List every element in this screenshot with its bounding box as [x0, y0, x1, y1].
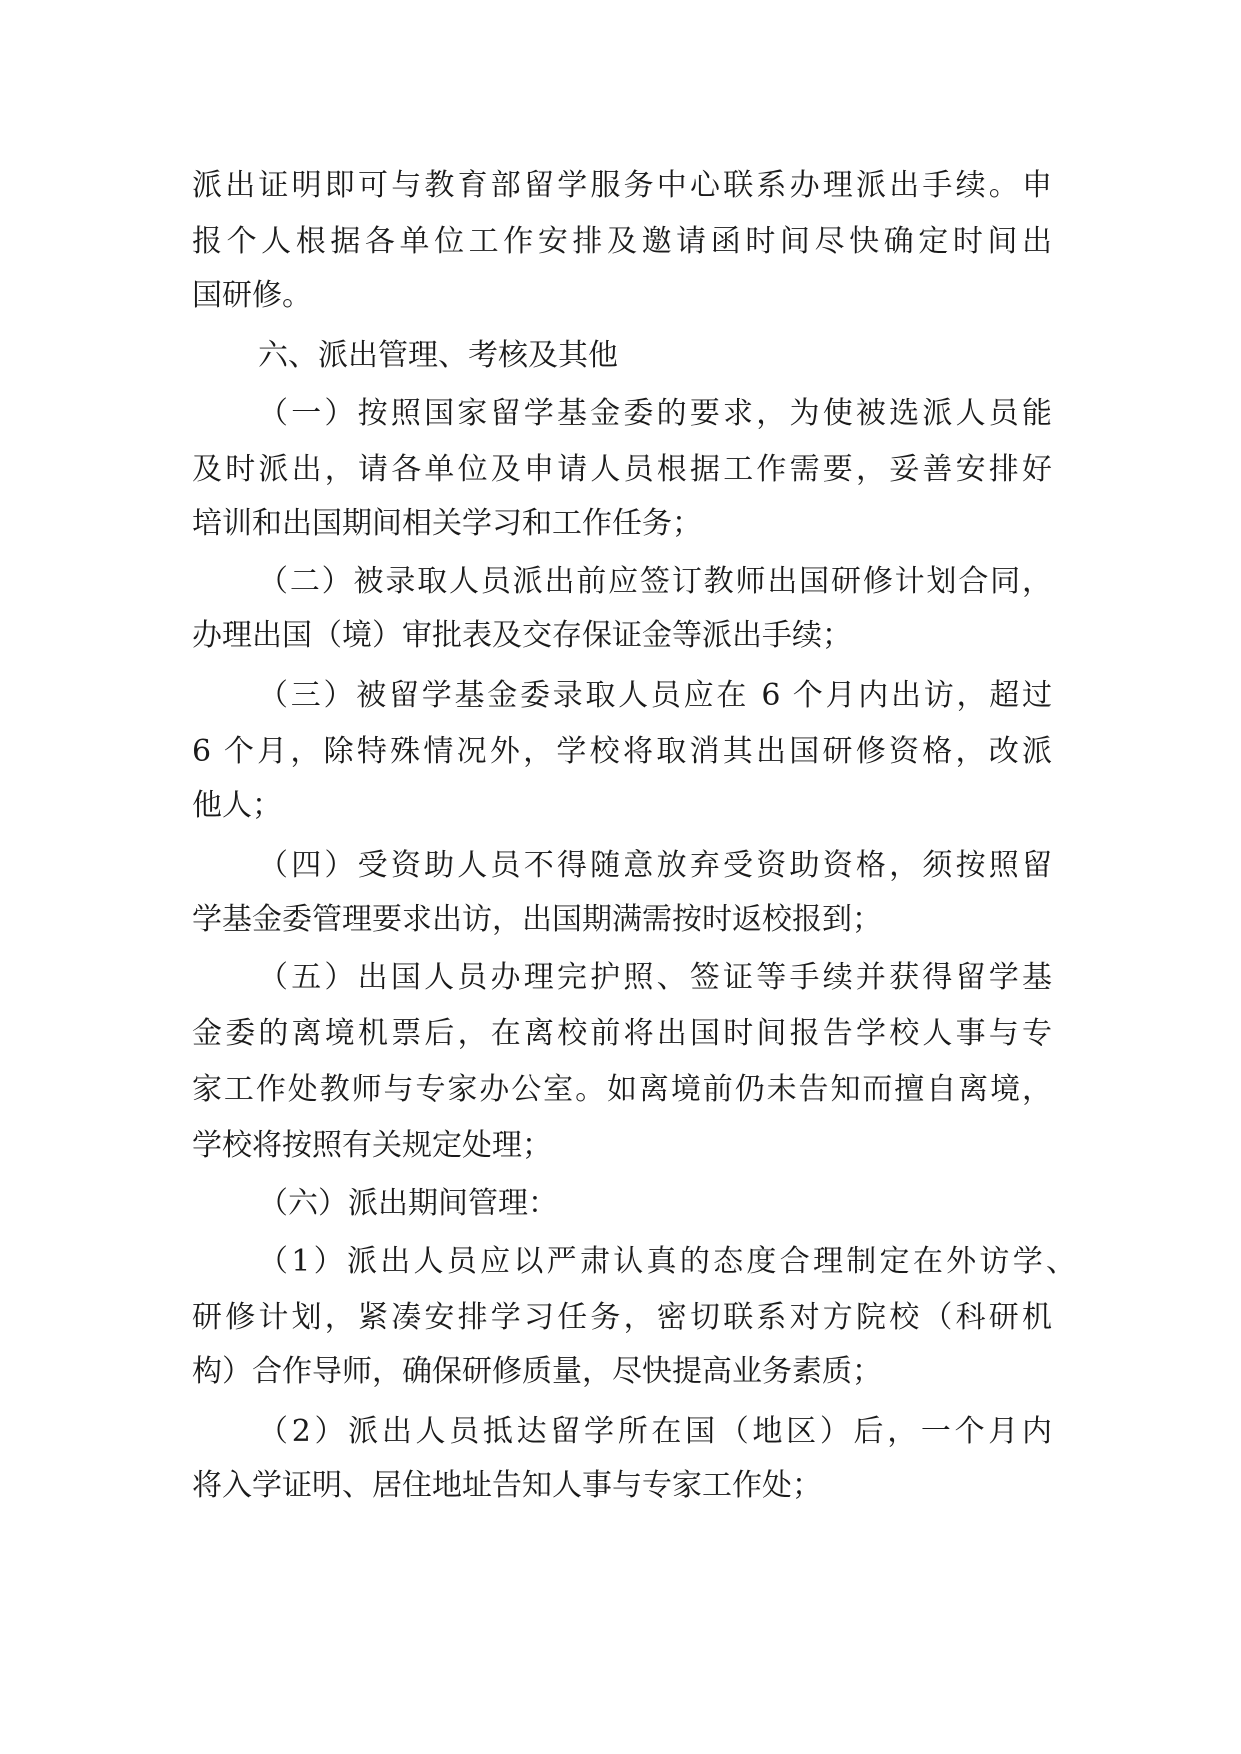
paragraph-line: 国研修。 — [192, 278, 312, 313]
paragraph-line: （1）派出人员应以严肃认真的态度合理制定在外访学、 — [258, 1244, 1076, 1279]
paragraph-line: 学校将按照有关规定处理； — [192, 1128, 552, 1163]
paragraph-line: 派出证明即可与教育部留学服务中心联系办理派出手续。申 — [192, 168, 1052, 203]
paragraph-line: 及时派出，请各单位及申请人员根据工作需要，妥善安排好 — [192, 452, 1052, 487]
paragraph-line: （三）被留学基金委录取人员应在 6 个月内出访，超过 — [258, 678, 1052, 713]
section-heading: 六、派出管理、考核及其他 — [258, 338, 618, 373]
paragraph-line: （五）出国人员办理完护照、签证等手续并获得留学基 — [258, 960, 1052, 995]
paragraph-line: 将入学证明、居住地址告知人事与专家工作处； — [192, 1468, 822, 1503]
paragraph-line: 他人； — [192, 788, 282, 823]
paragraph-line: 金委的离境机票后，在离校前将出国时间报告学校人事与专 — [192, 1016, 1052, 1051]
paragraph-line: 6 个月，除特殊情况外，学校将取消其出国研修资格，改派 — [192, 734, 1052, 769]
paragraph-line: （四）受资助人员不得随意放弃受资助资格，须按照留 — [258, 848, 1052, 883]
paragraph-line: 报个人根据各单位工作安排及邀请函时间尽快确定时间出 — [192, 224, 1052, 259]
paragraph-line: （二）被录取人员派出前应签订教师出国研修计划合同， — [258, 564, 1052, 599]
paragraph-line: 家工作处教师与专家办公室。如离境前仍未告知而擅自离境， — [192, 1072, 1052, 1107]
paragraph-line: 学基金委管理要求出访，出国期满需按时返校报到； — [192, 902, 882, 937]
paragraph-line: （六）派出期间管理： — [258, 1186, 558, 1221]
paragraph-line: 构）合作导师，确保研修质量，尽快提高业务素质； — [192, 1354, 882, 1389]
paragraph-line: 培训和出国期间相关学习和工作任务； — [192, 506, 702, 541]
paragraph-line: 研修计划，紧凑安排学习任务，密切联系对方院校（科研机 — [192, 1300, 1052, 1335]
paragraph-line: 办理出国（境）审批表及交存保证金等派出手续； — [192, 618, 852, 653]
paragraph-line: （一）按照国家留学基金委的要求，为使被选派人员能 — [258, 396, 1052, 431]
paragraph-line: （2）派出人员抵达留学所在国（地区）后，一个月内 — [258, 1414, 1052, 1449]
